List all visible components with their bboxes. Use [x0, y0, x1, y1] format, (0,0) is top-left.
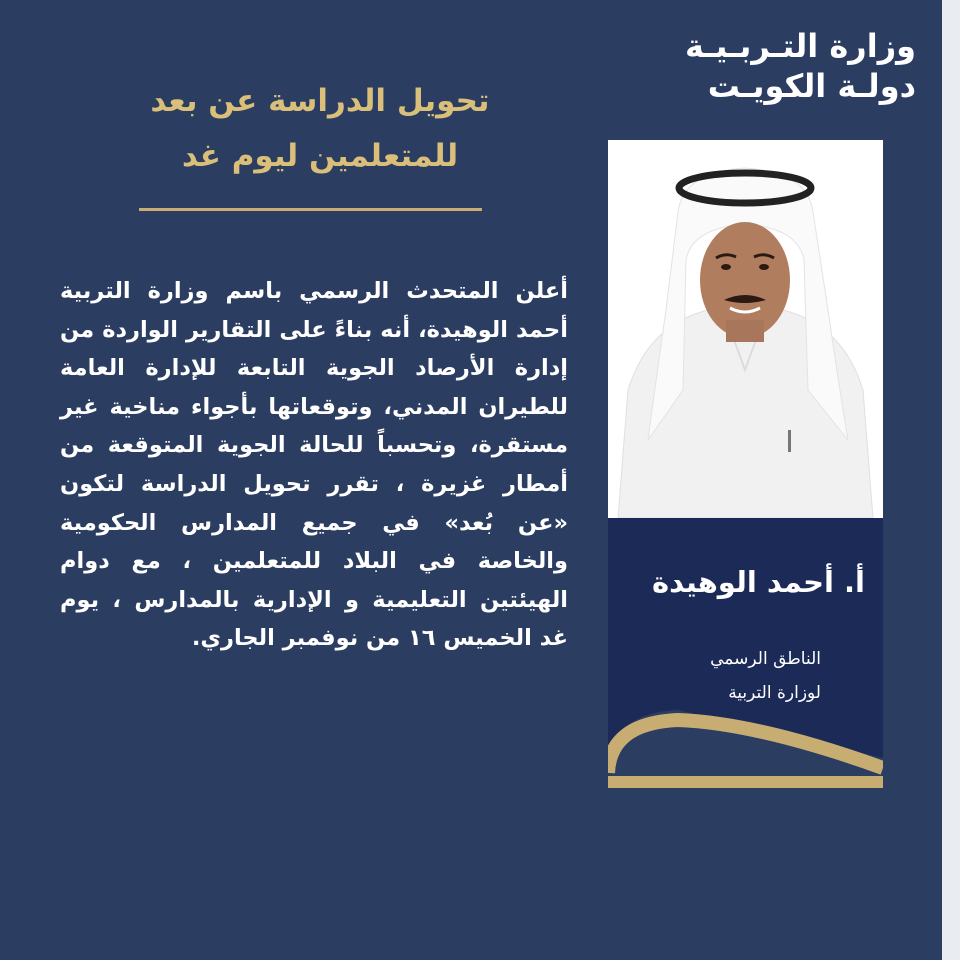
spokesman-card — [608, 518, 883, 788]
headline — [70, 74, 570, 184]
right-edge-strip — [942, 0, 960, 960]
ministry-name: وزارة التـربـيـة — [685, 27, 916, 65]
headline-line-1: تحويل الدراسة عن بعد — [150, 83, 490, 119]
article-body: أعلن المتحدث الرسمي باسم وزارة التربية أحمد الوهيدة، أنه بناءً على التقارير الواردة من إدارة الأرصاد الجوية التابعة للإدارة العامة للطيران المدني، وتوقعاتها بأجواء مناخية غير مستقرة، وتحسباً للحالة الجوية المتوقعة من أمطار غزيرة ، تقرر تحويل الدراسة لتكون «عن بُعد» في جميع المدارس الحكومية والخاصة في البلاد للمتعلمين ، مع دوام الهيئتين التعليمية و الإدارية بالمدارس ، يوم غد الخميس ١٦ من نوفمبر الجاري. — [60, 278, 568, 652]
headline-line-2: للمتعلمين ليوم غد — [181, 138, 459, 174]
person-portrait-icon — [608, 140, 883, 518]
spokesman-title-line-2: لوزارة التربية — [728, 683, 821, 703]
spokesman-title — [621, 642, 821, 710]
spokesman-name: أ. أحمد الوهيدة — [651, 565, 865, 599]
headline-divider — [139, 208, 482, 211]
spokesman-title-line-1: الناطق الرسمي — [710, 649, 821, 669]
spokesman-photo — [608, 140, 883, 518]
country-name: دولـة الكويـت — [707, 67, 916, 105]
ministry-header — [586, 26, 916, 106]
